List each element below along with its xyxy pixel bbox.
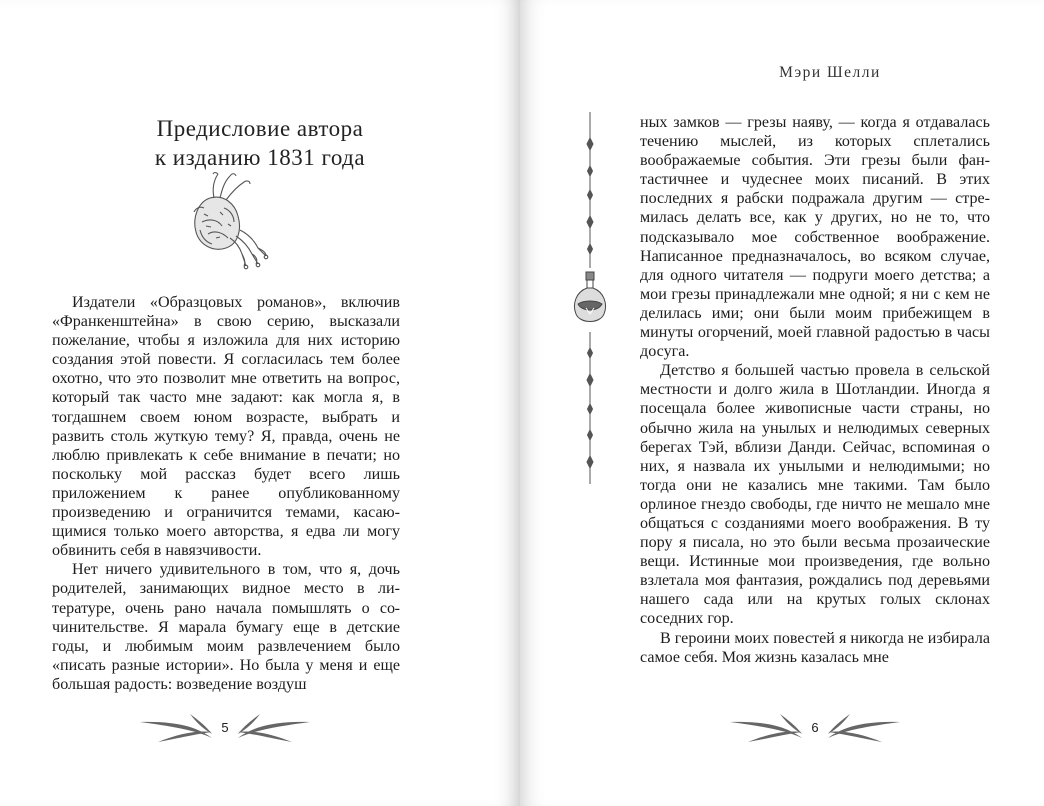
text-line: более охотно, что это позволит мне ответить [52, 351, 400, 388]
text-line: и еще большая радость: возведение воздуш [52, 656, 400, 693]
text-line: лась течению мыслей, из которых сплетались [640, 114, 990, 151]
text-line: страны, но обычно жила на унылых и нелюди [640, 400, 991, 437]
text-line: на вопрос, который так часто мне задают: как [52, 370, 400, 407]
potion-bottle-icon [574, 272, 605, 322]
text-line: ской местности и долго жила в Шотландии. [640, 362, 990, 399]
text-line: чинительстве. Я марала бумагу еще в детские [52, 618, 400, 636]
paragraph [640, 361, 990, 628]
paragraph [640, 113, 990, 361]
text-line: могла я, в тогдашнем своем юном возрасте, вы [52, 389, 401, 426]
chapter-title-line-2: к изданию 1831 года [154, 145, 366, 170]
text-line: ной радостью в часы досуга. [640, 324, 990, 361]
text-line: Издатели «Образцовых романов», включив [72, 294, 400, 311]
text-line: лишь приложением к ранее опубликованному [52, 465, 401, 502]
text-line: фантазия, рождались под деревьями нашего [640, 572, 991, 609]
text-line: тастичнее и чудеснее моих писаний. В этих [640, 171, 990, 189]
text-line: «писать разные истории». Но была у меня [52, 656, 353, 674]
left-page [0, 0, 520, 806]
text-line: и нелюдимыми; но тогда они не казались мне [640, 457, 990, 494]
text-line: В героини моих повестей я никогда не из [660, 629, 943, 647]
text-line: гор. [707, 610, 734, 628]
text-line: произведению и ограничится темами, касаю [52, 504, 400, 522]
text-line: ных замков — грезы наяву, — когда я отдава [640, 114, 961, 131]
text-line: щимися только моего авторства, я едва ли могу [52, 523, 400, 541]
text-line: брать и развить столь жуткую тему? Я, правда, [52, 408, 400, 445]
paragraph [52, 560, 400, 694]
vertical-ornament-icon [570, 108, 610, 488]
text-line: сада или на крутых голых склонах соседних [640, 591, 990, 628]
text-line: родителей, занимающих видное место в ли [52, 580, 400, 598]
text-line: мых северных берегах Тэй, вблизи Данди. Сей [640, 419, 991, 456]
text-line: моего воображения. В ту пору я писала, но это [640, 514, 990, 552]
right-page-text [640, 113, 990, 667]
text-line: в печати; но поскольку мой рассказ будет всего [52, 446, 400, 483]
anatomical-heart-hand-icon [180, 168, 275, 273]
running-head: Мэри Шелли [779, 64, 881, 81]
text-line: я ни с кем не делилась ими; они были моим [640, 285, 990, 322]
chapter-title-line-1: Предисловие автора [156, 116, 364, 141]
text-line: были весьма прозаические вещи. Истинные [640, 534, 990, 571]
text-line: Иногда я посещала более живописные части [640, 381, 990, 418]
paragraph [52, 293, 400, 560]
text-line: «Франкенштейна» в свою серию, высказали [52, 313, 400, 331]
text-line: обвинить себя в навязчивости. [52, 542, 262, 560]
text-line: тературе, очень рано начала помышлять о со [52, 599, 400, 617]
text-line: подсказывало мое собственное воображение. [640, 228, 990, 246]
text-line: Написанное предназначалось, во всяком слу [640, 247, 964, 265]
text-line: такими. Там было орлиное гнездо свободы, где [640, 476, 990, 513]
text-line: мои произведения, где вольно взлетала моя [640, 553, 990, 590]
text-line: бирала самое себя. Моя жизнь казалась мне [640, 629, 990, 666]
text-line: пожелание, чтобы я изложила для них исто [52, 332, 372, 350]
text-line: ничто не мешало мне общаться с созданиями [640, 495, 990, 532]
chapter-title [60, 114, 460, 172]
text-line: Нет ничего удивительного в том, что я, дочь [72, 561, 400, 579]
text-line: рию создания этой повести. Я согласилась тем [52, 332, 400, 369]
paragraph [640, 629, 990, 667]
page-number-left: 5 [221, 720, 229, 735]
text-line: Детство я большей частью провела в сель [660, 362, 960, 380]
text-line: ства; а мои грезы принадлежали мне одной; [640, 266, 990, 303]
text-line: милась делать все, как у других, но не то, что [640, 209, 990, 227]
text-line: годы, и любимым моим развлечением было [52, 637, 400, 655]
text-line: воображаемые события. Эти грезы были фан [640, 152, 990, 170]
left-page-text [52, 293, 400, 694]
page-number-right: 6 [811, 720, 819, 735]
text-line: прибежищем в минуты огорчений, моей глав [640, 304, 990, 342]
text-line: чае, для одного читателя — подруги моего дет [640, 247, 990, 284]
text-line: очень не люблю привлекать к себе внимание [52, 427, 400, 464]
text-line: час, вспоминая о них, я назвала их унылыми [640, 438, 990, 475]
text-line: последних я рабски подражала другим — стре [640, 190, 990, 208]
